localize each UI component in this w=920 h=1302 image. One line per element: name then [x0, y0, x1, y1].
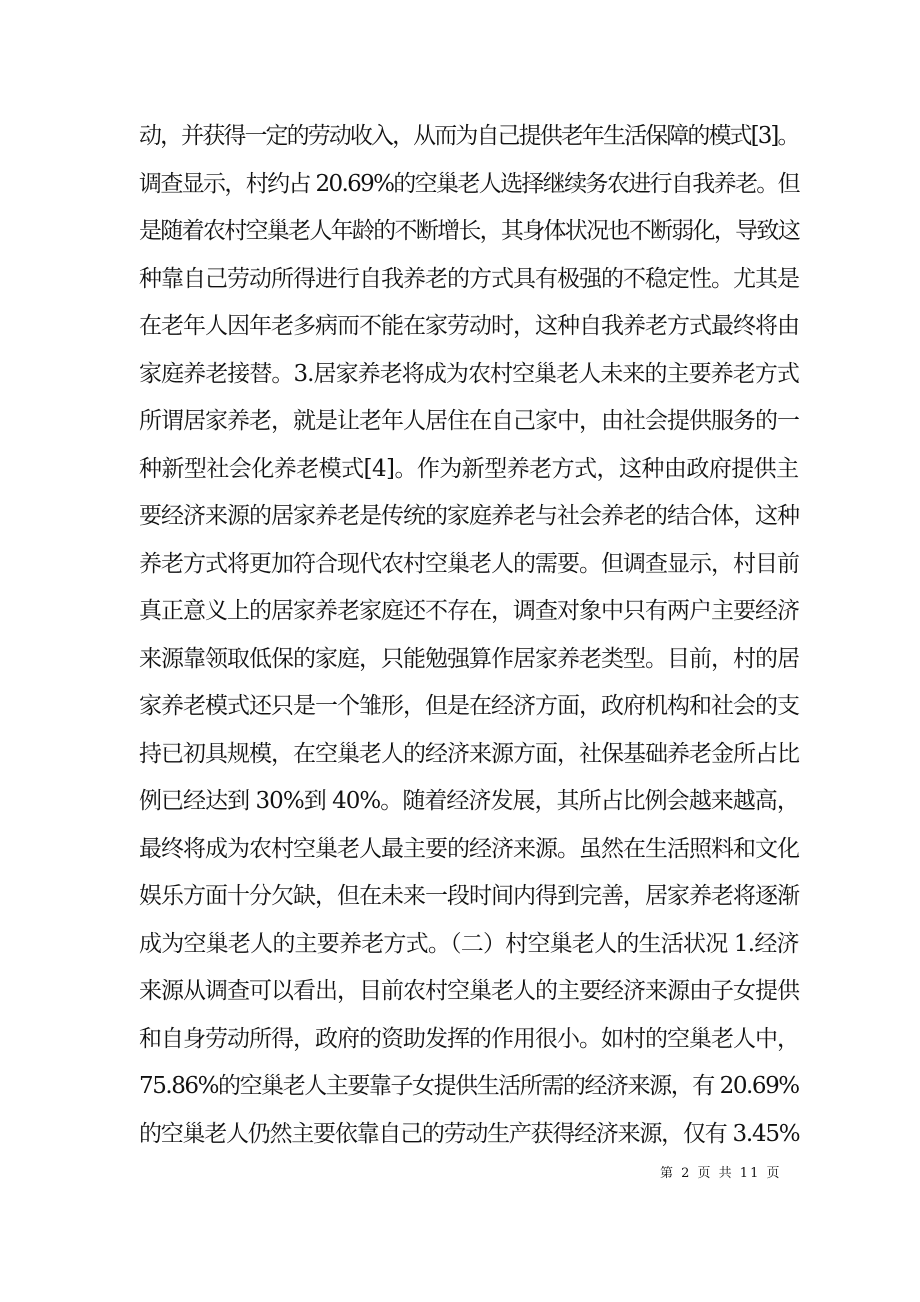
text-line-22: 的空巢老人仍然主要依靠自己的劳动生产获得经济来源，仅有 3.45%	[139, 1120, 800, 1147]
text-line-2: 调查显示，村约占 20.69%的空巢老人选择继续务农进行自我养老。但	[139, 170, 800, 197]
text-line-6: 家庭养老接替。3.居家养老将成为农村空巢老人未来的主要养老方式	[139, 360, 799, 387]
text-line-9: 要经济来源的居家养老是传统的家庭养老与社会养老的结合体，这种	[139, 503, 799, 529]
text-line-16: 最终将成为农村空巢老人最主要的经济来源。虽然在生活照料和文化	[139, 835, 799, 862]
text-line-10: 养老方式将更加符合现代农村空巢老人的需要。但调查显示，村目前	[139, 550, 799, 577]
text-line-13: 家养老模式还只是一个雏形，但是在经济方面，政府机构和社会的支	[139, 693, 799, 719]
text-line-21: 75.86%的空巢老人主要靠子女提供生活所需的经济来源，有 20.69%	[139, 1073, 799, 1099]
text-line-8: 种新型社会化养老模式[4]。作为新型养老方式，这种由政府提供主	[139, 455, 799, 482]
text-line-5: 在老年人因年老多病而不能在家劳动时，这种自我养老方式最终将由	[139, 313, 799, 339]
text-line-3: 是随着农村空巢老人年龄的不断增长，其身体状况也不断弱化，导致这	[139, 218, 800, 244]
text-line-11: 真正意义上的居家养老家庭还不存在，调查对象中只有两户主要经济	[139, 598, 799, 624]
body-text	[139, 113, 799, 1158]
text-line-19: 来源从调查可以看出，目前农村空巢老人的主要经济来源由子女提供	[139, 978, 799, 1004]
text-line-1: 动，并获得一定的劳动收入，从而为自己提供老年生活保障的模式[3]。	[139, 123, 799, 149]
text-line-12: 来源靠领取低保的家庭，只能勉强算作居家养老类型。目前，村的居	[139, 645, 799, 672]
text-line-4: 种靠自己劳动所得进行自我养老的方式具有极强的不稳定性。尤其是	[139, 265, 799, 292]
text-line-15: 例已经达到 30%到 40%。随着经济发展，其所占比例会越来越高，	[139, 788, 799, 814]
text-line-17: 娱乐方面十分欠缺，但在未来一段时间内得到完善，居家养老将逐渐	[139, 883, 799, 909]
text-line-14: 持已初具规模，在空巢老人的经济来源方面，社保基础养老金所占比	[139, 740, 799, 767]
text-line-18: 成为空巢老人的主要养老方式。（二）村空巢老人的生活状况 1.经济	[139, 930, 799, 957]
text-line-20: 和自身劳动所得，政府的资助发挥的作用很小。如村的空巢老人中，	[139, 1025, 799, 1052]
page-number-footer: 第 2 页 共 11 页	[660, 1166, 782, 1181]
text-line-7: 所谓居家养老，就是让老年人居住在自己家中，由社会提供服务的一	[139, 408, 799, 434]
